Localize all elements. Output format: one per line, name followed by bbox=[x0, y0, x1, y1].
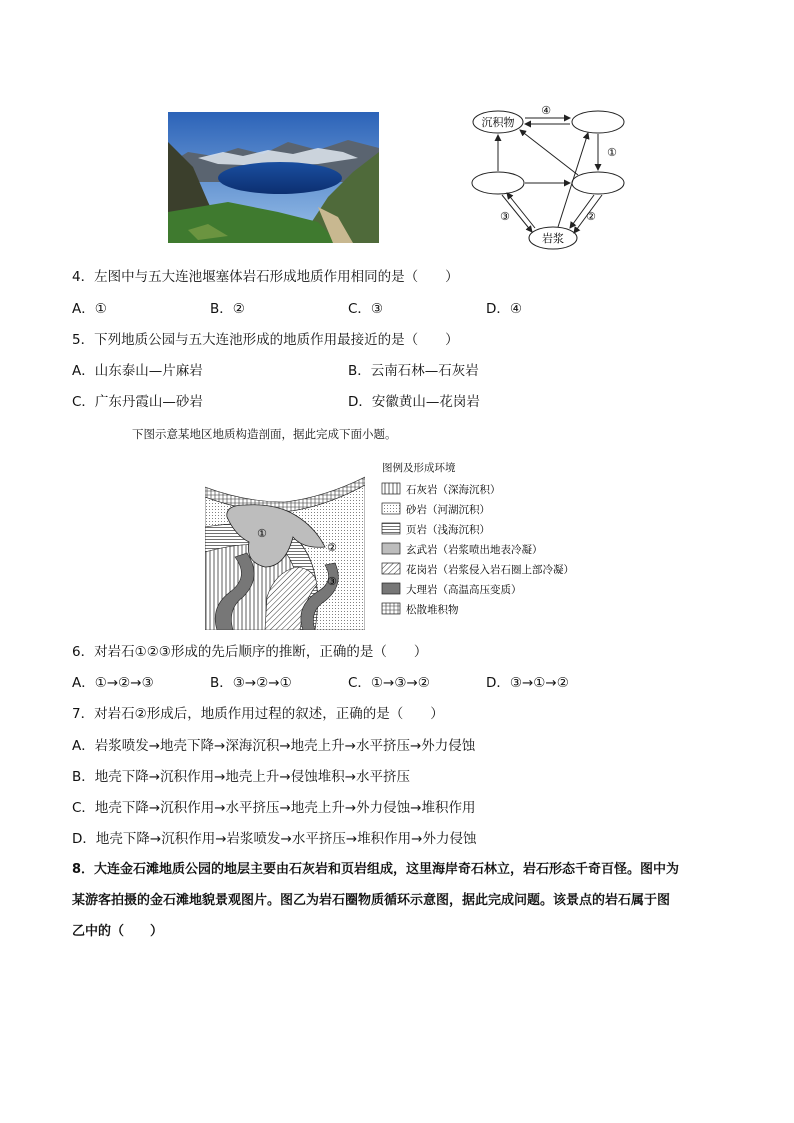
q5-option-b[interactable]: B．云南石林—石灰岩 bbox=[348, 363, 479, 379]
legend-item: 松散堆积物 bbox=[406, 604, 459, 616]
arrow-2-label: ② bbox=[586, 210, 596, 223]
rock-2-label: ② bbox=[327, 541, 337, 554]
node-left bbox=[472, 172, 524, 194]
question-7-stem: 7．对岩石②形成后，地质作用过程的叙述，正确的是（ ） bbox=[72, 706, 444, 722]
q5-option-c[interactable]: C．广东丹霞山—砂岩 bbox=[72, 394, 203, 410]
rock-cycle-diagram bbox=[462, 100, 637, 255]
legend-item: 花岗岩（岩浆侵入岩石圈上部冷凝） bbox=[406, 564, 574, 576]
q5-option-a[interactable]: A．山东泰山—片麻岩 bbox=[72, 363, 203, 379]
node-sediment-label: 沉积物 bbox=[481, 116, 515, 129]
node-magma-label: 岩浆 bbox=[542, 232, 564, 245]
legend bbox=[380, 480, 600, 624]
legend-item: 砂岩（河湖沉积） bbox=[406, 504, 490, 516]
q6-option-a[interactable]: A．①→②→③ bbox=[72, 675, 154, 691]
rock-1-label: ① bbox=[257, 527, 267, 540]
node-right bbox=[572, 172, 624, 194]
node-top-right bbox=[572, 111, 624, 133]
question-5-stem: 5．下列地质公园与五大连池形成的地质作用最接近的是（ ） bbox=[72, 332, 459, 348]
q5-option-d[interactable]: D．安徽黄山—花岗岩 bbox=[348, 394, 480, 410]
q7-option-d[interactable]: D．地壳下降→沉积作用→岩浆喷发→水平挤压→堆积作用→外力侵蚀 bbox=[72, 831, 477, 847]
legend-title: 图例及形成环境 bbox=[382, 462, 456, 474]
legend-item: 页岩（浅海沉积） bbox=[406, 524, 490, 536]
q6-option-c[interactable]: C．①→③→② bbox=[348, 675, 430, 691]
question-8-line-1: 8．大连金石滩地质公园的地层主要由石灰岩和页岩组成，这里海岸奇石林立，岩石形态千奇百怪。图中为 bbox=[72, 862, 680, 877]
question-8-line-3: 乙中的（ ） bbox=[72, 924, 164, 939]
q7-option-b[interactable]: B．地壳下降→沉积作用→地壳上升→侵蚀堆积→水平挤压 bbox=[72, 769, 411, 785]
rock-3-label: ③ bbox=[327, 575, 337, 588]
q4-option-b[interactable]: B．② bbox=[210, 301, 245, 317]
section-intro: 下图示意某地区地质构造剖面，据此完成下面小题。 bbox=[132, 427, 397, 441]
arrow-1-label: ① bbox=[607, 146, 617, 159]
arrow-4-label: ④ bbox=[541, 104, 551, 117]
legend-item: 大理岩（高温高压变质） bbox=[406, 584, 522, 596]
q6-option-d[interactable]: D．③→①→② bbox=[486, 675, 569, 691]
arrow-3-label: ③ bbox=[500, 210, 510, 223]
crater-lake-photo bbox=[168, 112, 379, 243]
question-8-line-2: 某游客拍摄的金石滩地貌景观图片。图乙为岩石圈物质循环示意图，据此完成问题。该景点的岩石属于图 bbox=[72, 893, 671, 908]
arrow-3-back bbox=[507, 193, 535, 228]
question-4-stem: 4．左图中与五大连池堰塞体岩石形成地质作用相同的是（ ） bbox=[72, 269, 459, 285]
q4-option-a[interactable]: A．① bbox=[72, 301, 107, 317]
q7-option-c[interactable]: C．地壳下降→沉积作用→水平挤压→地壳上升→外力侵蚀→堆积作用 bbox=[72, 800, 476, 816]
question-6-stem: 6．对岩石①②③形成的先后顺序的推断，正确的是（ ） bbox=[72, 644, 428, 660]
q4-option-d[interactable]: D．④ bbox=[486, 301, 522, 317]
legend-item: 玄武岩（岩浆喷出地表冷凝） bbox=[406, 544, 543, 556]
geologic-cross-section bbox=[205, 457, 365, 630]
legend-item: 石灰岩（深海沉积） bbox=[406, 484, 501, 496]
q4-option-c[interactable]: C．③ bbox=[348, 301, 384, 317]
q6-option-b[interactable]: B．③→②→① bbox=[210, 675, 292, 691]
arrow-right-to-sediment bbox=[520, 130, 578, 175]
q7-option-a[interactable]: A．岩浆喷发→地壳下降→深海沉积→地壳上升→水平挤压→外力侵蚀 bbox=[72, 738, 476, 754]
legend-swatches bbox=[380, 480, 600, 620]
